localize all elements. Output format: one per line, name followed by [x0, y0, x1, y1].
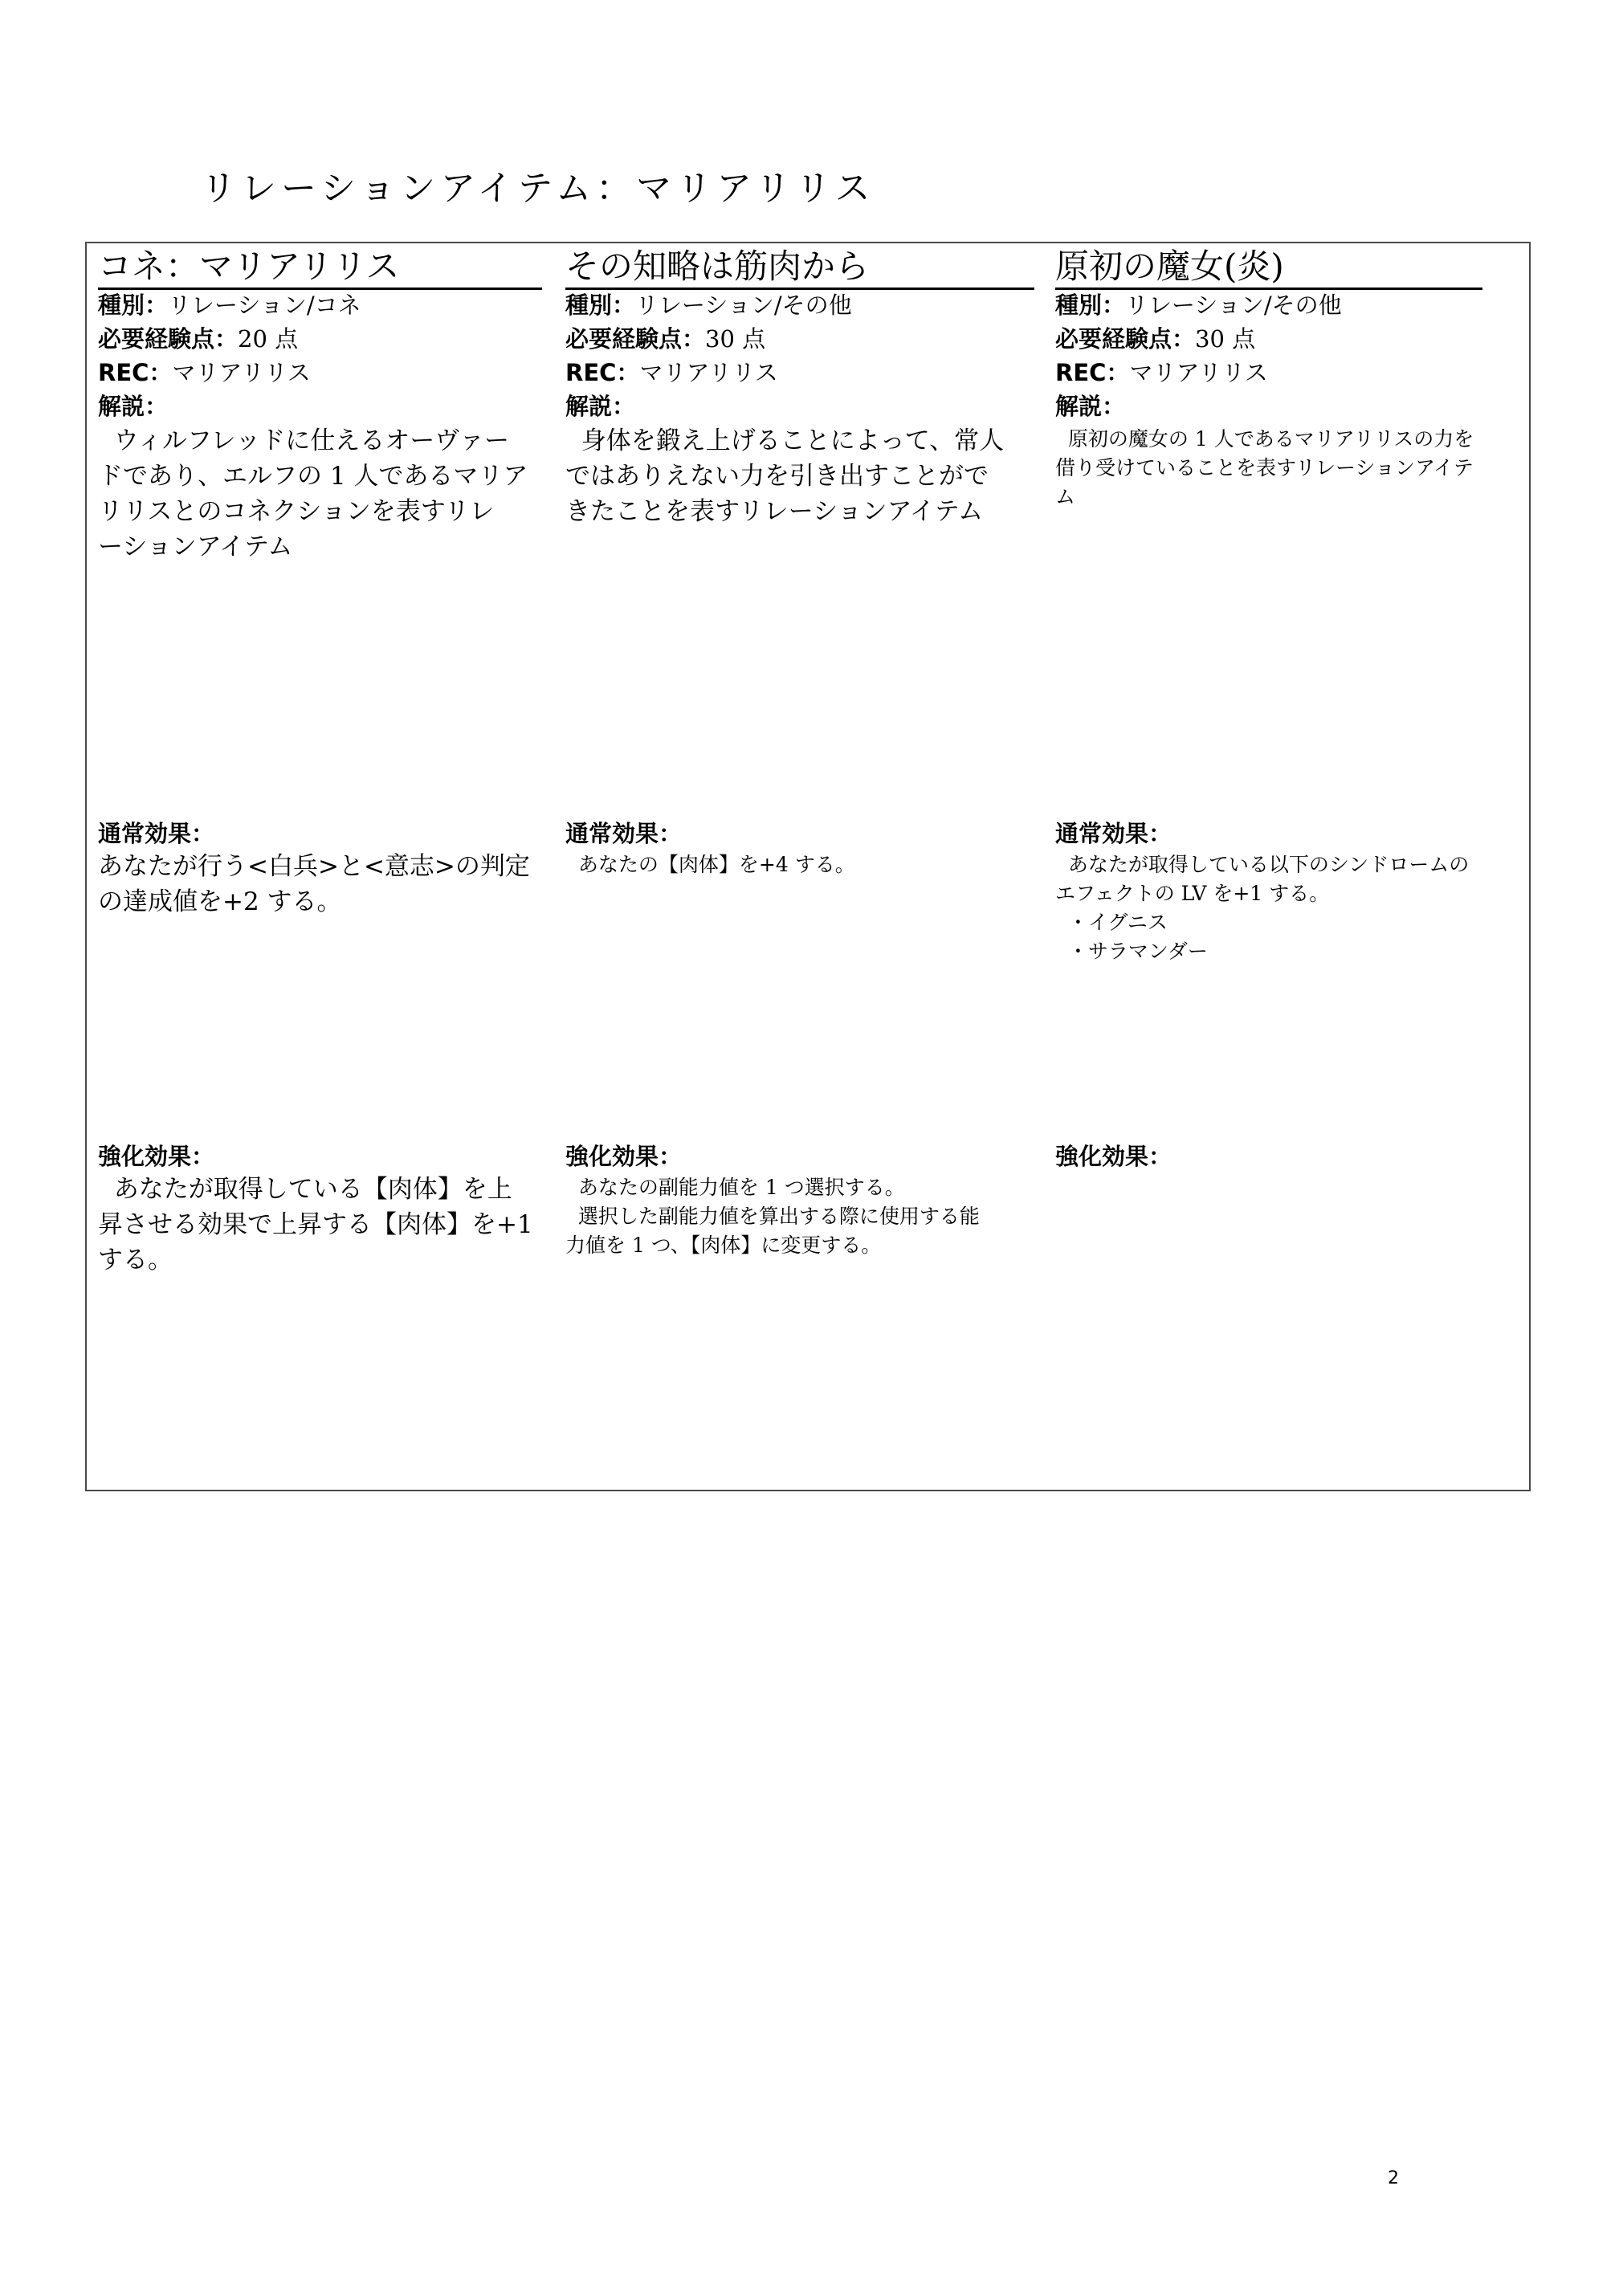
enhanced-effect-label: 強化効果： [98, 1143, 215, 1170]
card-meta [565, 288, 1047, 423]
cost-label: 必要経験点： [565, 325, 706, 353]
desc-label: 解説： [1055, 393, 1126, 420]
type-label: 種別： [98, 292, 169, 319]
normal-effect-text: あなたが取得している以下のシンドロームの エフェクトの LV を+1 する。 ・イグニス ・サラマンダー [1055, 853, 1470, 963]
rec-value: マリアリリス [1129, 359, 1268, 386]
card-name: 原初の魔女(炎) [1055, 246, 1482, 290]
rec-label: REC： [98, 359, 173, 386]
type-value: リレーション/コネ [168, 292, 361, 319]
cost-row [1055, 322, 1521, 356]
type-row [565, 288, 1047, 322]
page-number: 2 [1388, 2168, 1399, 2188]
type-label: 種別： [1055, 292, 1126, 319]
rec-value: マリアリリス [172, 359, 311, 386]
card-meta [1055, 288, 1521, 423]
desc-label: 解説： [98, 393, 169, 420]
type-row [98, 288, 553, 322]
rec-row [565, 356, 1047, 389]
desc-label-row [565, 389, 1047, 423]
desc-label: 解説： [565, 393, 636, 420]
cost-label: 必要経験点： [98, 325, 239, 353]
cost-row [98, 322, 553, 356]
enhanced-effect-text: あなたが取得している【肉体】を上 昇させる効果で上昇する【肉体】を+1 する。 [98, 1175, 533, 1274]
card-meta [98, 288, 553, 423]
cost-label: 必要経験点： [1055, 325, 1196, 353]
relation-item-table [85, 242, 1531, 1491]
cost-row [565, 322, 1047, 356]
rec-row [1055, 356, 1521, 389]
type-row [1055, 288, 1521, 322]
enhanced-effect-label: 強化効果： [1055, 1143, 1172, 1170]
normal-effect-label: 通常効果： [565, 820, 683, 847]
rec-label: REC： [565, 359, 640, 386]
card-name: その知略は筋肉から [565, 246, 1034, 290]
rec-value: マリアリリス [639, 359, 778, 386]
normal-effect-text: あなたの【肉体】を+4 する。 [565, 853, 855, 876]
card-name: コネ：マリアリリス [98, 246, 542, 290]
cost-value: 20 点 [238, 325, 299, 353]
type-value: リレーション/その他 [635, 292, 852, 319]
normal-effect-text: あなたが行う<白兵>と<意志>の判定 の達成値を+2 する。 [98, 852, 530, 916]
rec-label: REC： [1055, 359, 1130, 386]
cost-value: 30 点 [1195, 325, 1256, 353]
document-title: リレーションアイテム：マリアリリス [201, 168, 875, 209]
desc-label-row [1055, 389, 1521, 423]
enhanced-effect-label: 強化効果： [565, 1143, 683, 1170]
card-description: 身体を鍛え上げることによって、常人 ではありえない力を引き出すことがで きたことを表すリレーションアイテム [565, 426, 1005, 526]
card-description: 原初の魔女の 1 人であるマリアリリスの力を 借り受けていることを表すリレーションアイテ ム [1055, 427, 1474, 508]
type-value: リレーション/その他 [1125, 292, 1342, 319]
normal-effect-label: 通常効果： [98, 820, 215, 847]
type-label: 種別： [565, 292, 636, 319]
cost-value: 30 点 [705, 325, 766, 353]
rec-row [98, 356, 553, 389]
enhanced-effect-text: あなたの副能力値を 1 つ選択する。 選択した副能力値を算出する際に使用する能 力値を 1 つ、【肉体】に変更する。 [565, 1176, 980, 1257]
normal-effect-label: 通常効果： [1055, 820, 1172, 847]
desc-label-row [98, 389, 553, 423]
card-description: ウィルフレッドに仕えるオーヴァー ドであり、エルフの 1 人であるマリア リリスとのコネクションを表すリレ ーションアイテム [98, 426, 528, 561]
